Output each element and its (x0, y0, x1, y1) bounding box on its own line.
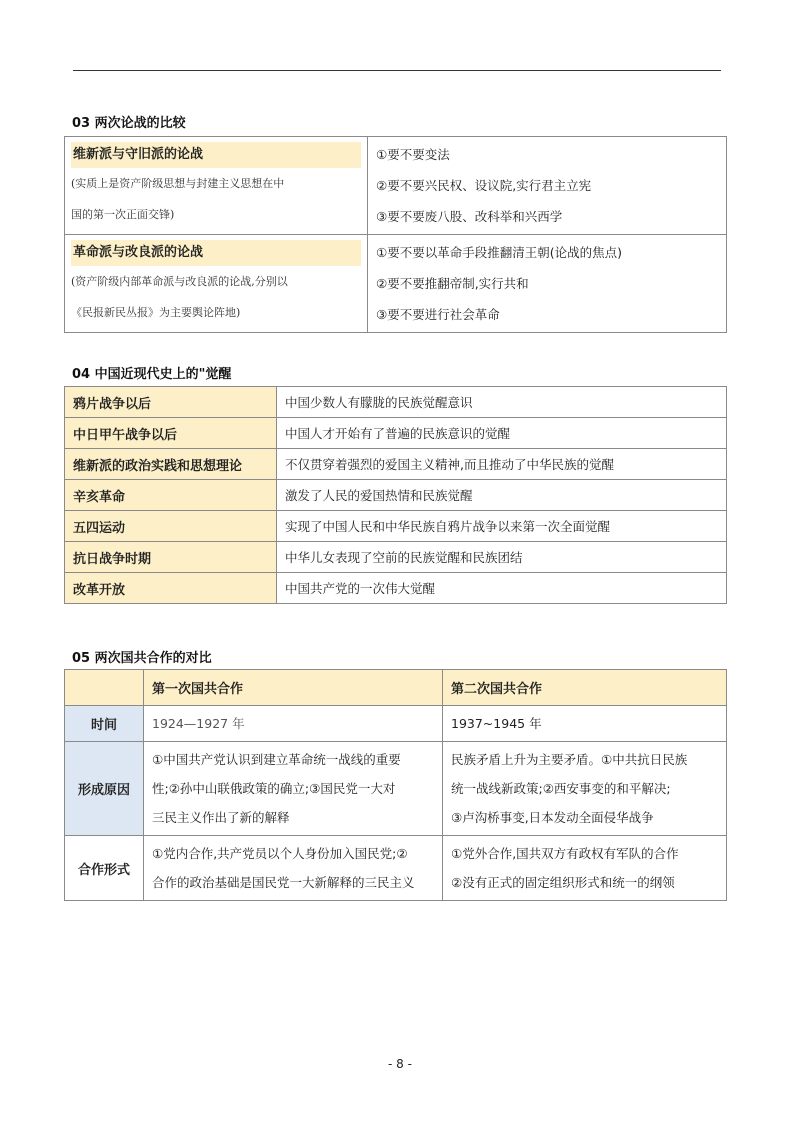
row-label: 时间 (65, 706, 144, 742)
awakening-description: 中国人才开始有了普遍的民族意识的觉醒 (277, 418, 727, 449)
debate-note: (实质上是资产阶级思想与封建主义思想在中 (71, 176, 285, 190)
table-row (65, 137, 727, 235)
page-number: - 8 - (388, 1057, 412, 1071)
table-row (65, 480, 727, 511)
table-row (65, 542, 727, 573)
table-row (65, 511, 727, 542)
section-03-title: 03 两次论战的比较 (72, 116, 186, 131)
table-row (65, 742, 727, 836)
awakening-period: 改革开放 (65, 573, 277, 604)
cell-line: 1937~1945 年 (451, 716, 542, 731)
table-row (65, 235, 727, 333)
cell-line: ③卢沟桥事变,日本发动全面侵华战争 (451, 810, 654, 825)
debate-point: ②要不要兴民权、设议院,实行君主立宪 (376, 178, 592, 193)
awakening-table (64, 386, 727, 604)
cooperation-comparison-table (64, 669, 727, 901)
awakening-description: 实现了中国人民和中华民族自鸦片战争以来第一次全面觉醒 (277, 511, 727, 542)
debate-points-cell (368, 137, 727, 235)
second-cooperation-cell (443, 836, 727, 901)
cell-line: ①党外合作,国共双方有政权有军队的合作 (451, 846, 679, 861)
debate-left-cell (65, 235, 368, 333)
debate-point: ①要不要变法 (376, 147, 450, 162)
cell-line: 统一战线新政策;②西安事变的和平解决; (451, 781, 671, 796)
awakening-period: 鸦片战争以后 (65, 387, 277, 418)
column-header-first: 第一次国共合作 (144, 670, 443, 706)
awakening-period: 中日甲午战争以后 (65, 418, 277, 449)
debate-note: 国的第一次正面交锋) (71, 207, 175, 221)
row-label: 合作形式 (65, 836, 144, 901)
table-row (65, 836, 727, 901)
debate-comparison-table (64, 136, 727, 333)
debate-left-cell (65, 137, 368, 235)
section-05-title: 05 两次国共合作的对比 (72, 651, 212, 666)
cell-line: 性;②孙中山联俄政策的确立;③国民党一大对 (152, 781, 396, 796)
first-cooperation-cell (144, 836, 443, 901)
cell-line: 合作的政治基础是国民党一大新解释的三民主义 (152, 875, 415, 890)
awakening-period: 维新派的政治实践和思想理论 (65, 449, 277, 480)
debate-note: 《民报新民丛报》为主要舆论阵地) (71, 305, 241, 319)
header-rule (73, 70, 721, 71)
awakening-period: 抗日战争时期 (65, 542, 277, 573)
table-row (65, 573, 727, 604)
debate-point: ③要不要废八股、改科举和兴西学 (376, 209, 563, 224)
awakening-period: 辛亥革命 (65, 480, 277, 511)
debate-point: ②要不要推翻帝制,实行共和 (376, 276, 529, 291)
column-header-second: 第二次国共合作 (443, 670, 727, 706)
cell-line: 三民主义作出了新的解释 (152, 810, 290, 825)
debate-heading: 革命派与改良派的论战 (71, 240, 207, 266)
table-row (65, 418, 727, 449)
awakening-description: 中国少数人有朦胧的民族觉醒意识 (277, 387, 727, 418)
cell-line: 民族矛盾上升为主要矛盾。①中共抗日民族 (451, 752, 688, 767)
debate-heading: 维新派与守旧派的论战 (71, 142, 207, 168)
first-cooperation-cell (144, 742, 443, 836)
table-header-row (65, 670, 727, 706)
awakening-description: 激发了人民的爱国热情和民族觉醒 (277, 480, 727, 511)
debate-note: (资产阶级内部革命派与改良派的论战,分别以 (71, 274, 288, 288)
cell-line: ①中国共产党认识到建立革命统一战线的重要 (152, 752, 401, 767)
row-label: 形成原因 (65, 742, 144, 836)
first-cooperation-cell (144, 706, 443, 742)
cell-line: ①党内合作,共产党员以个人身份加入国民党;② (152, 846, 408, 861)
debate-point: ③要不要进行社会革命 (376, 307, 500, 322)
second-cooperation-cell (443, 742, 727, 836)
debate-points-cell (368, 235, 727, 333)
second-cooperation-cell (443, 706, 727, 742)
table-row (65, 449, 727, 480)
table-row (65, 706, 727, 742)
awakening-description: 不仅贯穿着强烈的爱国主义精神,而且推动了中华民族的觉醒 (277, 449, 727, 480)
header-corner-cell (65, 670, 144, 706)
table-row (65, 387, 727, 418)
awakening-period: 五四运动 (65, 511, 277, 542)
awakening-description: 中国共产党的一次伟大觉醒 (277, 573, 727, 604)
debate-point: ①要不要以革命手段推翻清王朝(论战的焦点) (376, 245, 622, 260)
section-04-title: 04 中国近现代史上的"觉醒 (72, 367, 232, 382)
cell-line: 1924—1927 年 (152, 716, 245, 731)
cell-line: ②没有正式的固定组织形式和统一的纲领 (451, 875, 675, 890)
awakening-description: 中华儿女表现了空前的民族觉醒和民族团结 (277, 542, 727, 573)
